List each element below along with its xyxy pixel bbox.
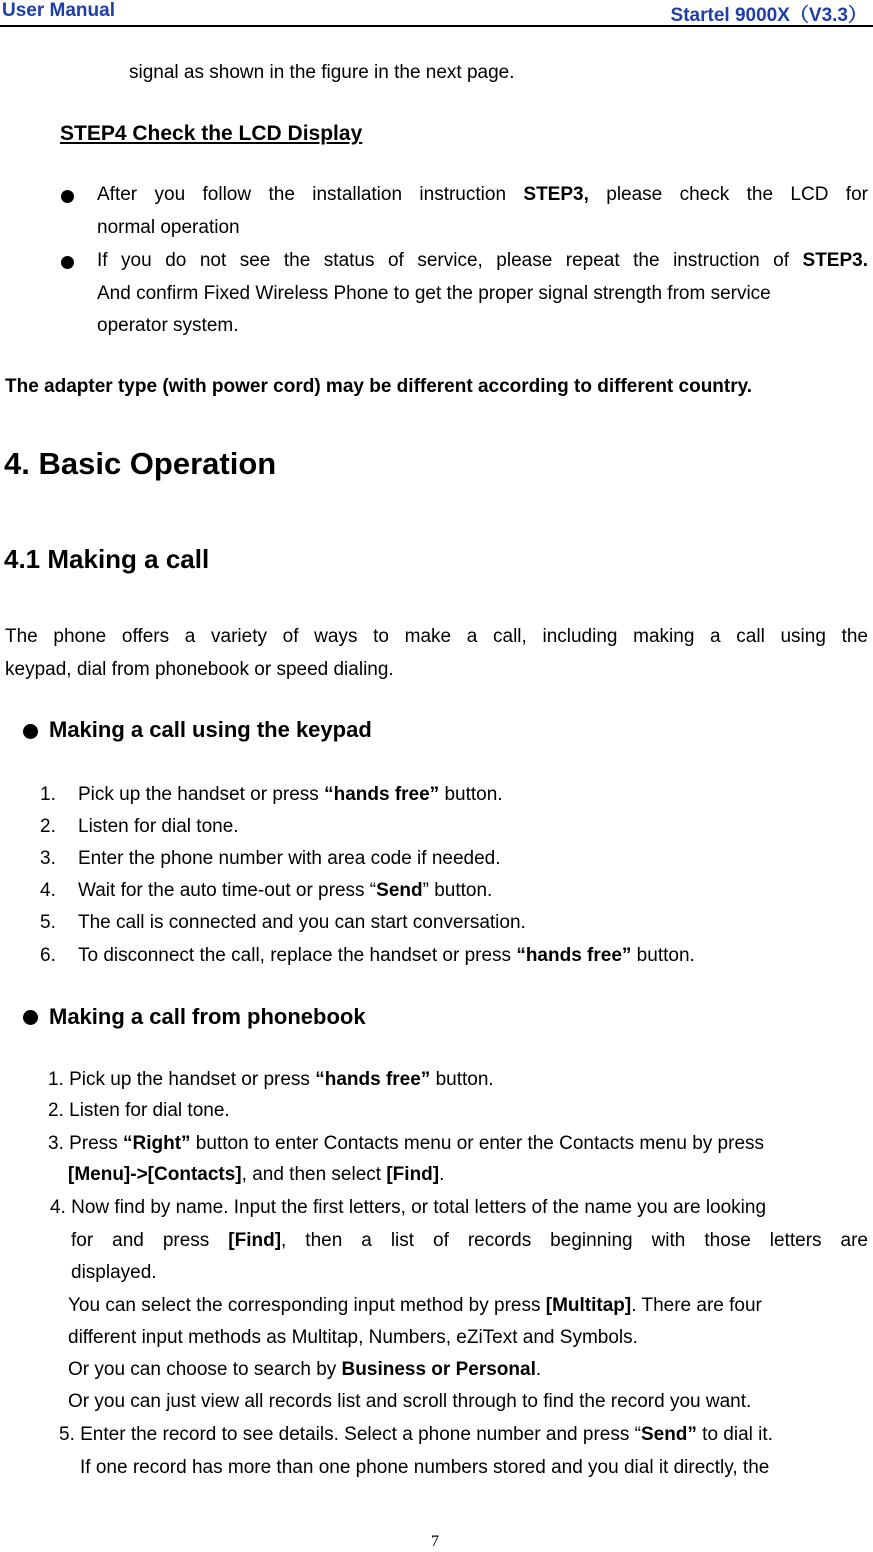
view-all-line: Or you can just view all records list and scroll through to find the record you want. bbox=[68, 1391, 752, 1412]
list-item: 4. Wait for the auto time-out or press “Send” button. bbox=[40, 880, 493, 901]
list-item: 6. To disconnect the call, replace the handset or press “hands free” button. bbox=[40, 945, 695, 966]
subsection-intro-line1: The phone offers a variety of ways to make a call, including making a call using the bbox=[5, 626, 868, 647]
subsection-intro-line2: keypad, dial from phonebook or speed dialing. bbox=[5, 659, 394, 680]
step4-bullet2-line2: And confirm Fixed Wireless Phone to get the proper signal strength from service bbox=[97, 283, 771, 304]
step4-bullet2-line1: If you do not see the status of service, please repeat the instruction of STEP3. bbox=[97, 250, 868, 271]
step4-bullet2-line3: operator system. bbox=[97, 315, 239, 336]
list-item: 5. The call is connected and you can start conversation. bbox=[40, 912, 526, 933]
phonebook-step3-line1: 3. Press “Right” button to enter Contacts menu or enter the Contacts menu by press bbox=[48, 1133, 765, 1154]
multitap-line1: You can select the corresponding input method by press [Multitap]. There are four bbox=[68, 1295, 762, 1316]
phonebook-step5-line2: If one record has more than one phone numbers stored and you dial it directly, the bbox=[80, 1457, 770, 1478]
header-divider bbox=[0, 25, 873, 27]
phonebook-step4-line2: for and press [Find], then a list of records beginning with those letters are bbox=[71, 1230, 868, 1251]
multitap-line2: different input methods as Multitap, Numbers, eZiText and Symbols. bbox=[68, 1327, 638, 1348]
subsection-title: 4.1 Making a call bbox=[4, 544, 210, 574]
phonebook-step3-line2: [Menu]->[Contacts], and then select [Find]. bbox=[68, 1164, 445, 1185]
phonebook-step1: 1. Pick up the handset or press “hands free” button. bbox=[48, 1069, 494, 1090]
bullet-dot-icon bbox=[23, 1010, 38, 1025]
bullet-dot-icon bbox=[61, 190, 74, 203]
adapter-note: The adapter type (with power cord) may be different according to different country. bbox=[5, 376, 753, 397]
step4-title: STEP4 Check the LCD Display bbox=[60, 122, 363, 145]
header-product-name: Startel 9000X（V3.3） bbox=[670, 5, 867, 26]
search-line: Or you can choose to search by Business or Personal. bbox=[68, 1359, 542, 1380]
step4-bullet1-line2: normal operation bbox=[97, 217, 240, 238]
bullet-dot-icon bbox=[23, 724, 38, 739]
bullet-dot-icon bbox=[61, 256, 74, 269]
keypad-section-title: Making a call using the keypad bbox=[49, 717, 372, 742]
phonebook-step4-line3: displayed. bbox=[71, 1262, 157, 1283]
header-manual-title: User Manual bbox=[2, 0, 115, 21]
phonebook-step4-line1: 4. Now find by name. Input the first letters, or total letters of the name you are looking bbox=[50, 1197, 767, 1218]
list-item: 1. Pick up the handset or press “hands free” button. bbox=[40, 784, 503, 805]
step4-bullet1-line1: After you follow the installation instruction STEP3, please check the LCD for bbox=[97, 184, 868, 205]
list-item: 3. Enter the phone number with area code if needed. bbox=[40, 848, 501, 869]
phonebook-step5-line1: 5. Enter the record to see details. Select a phone number and press “Send” to dial it. bbox=[59, 1424, 773, 1445]
phonebook-section-title: Making a call from phonebook bbox=[49, 1004, 366, 1029]
intro-line: signal as shown in the figure in the next page. bbox=[129, 62, 515, 83]
list-item: 2. Listen for dial tone. bbox=[40, 816, 239, 837]
phonebook-step2: 2. Listen for dial tone. bbox=[48, 1100, 230, 1121]
page-number: 7 bbox=[431, 1533, 439, 1550]
section-title: 4. Basic Operation bbox=[4, 446, 277, 481]
